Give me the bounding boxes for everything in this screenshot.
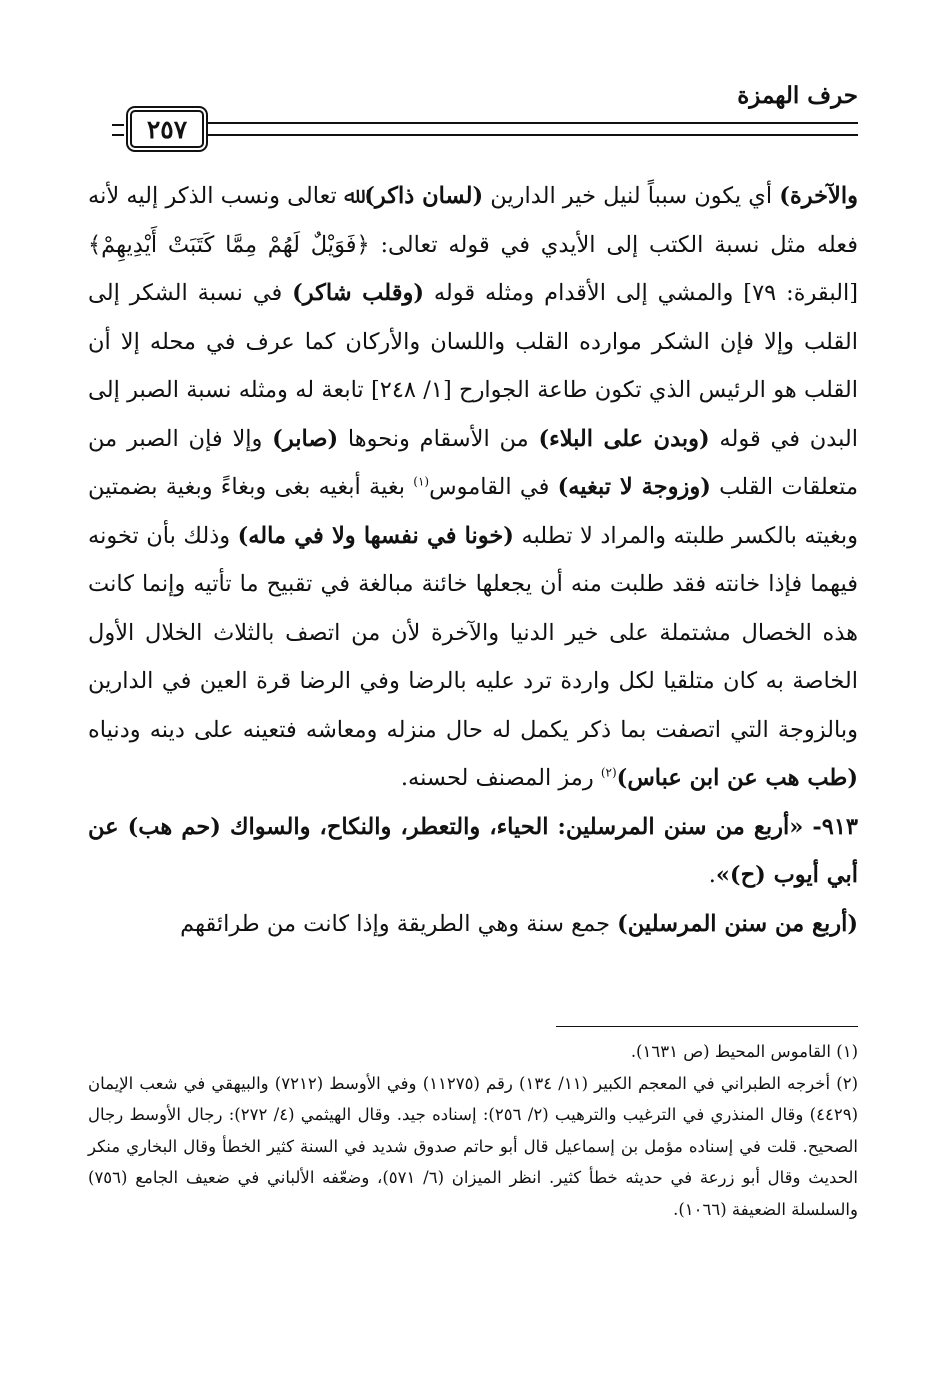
bold-phrase: والآخرة) <box>779 183 859 209</box>
text-run: أي يكون سبباً لنيل خير الدارين <box>483 183 780 209</box>
text-run: في نسبة الشكر إلى القلب وإلا فإن الشكر موارده القلب واللسان والأركان كما عرف في محله إلا أن القلب هو الرئيس الذي تكون طاعة الجوارح [١/ ٢٤٨] تابعة له ومثله نسبة الصبر إلى البدن في قوله <box>88 280 858 452</box>
footnotes <box>88 1036 858 1225</box>
text-run: ﷲ تعالى ونسب الذكر إليه لأنه فعله مثل نسبة الكتب إلى الأيدي في قوله تعالى: ﴿فَوَيْلٌ لَهُمْ مِمَّا كَتَبَتْ أَيْدِيهِمْ﴾ [البقرة: ٧٩] والمشي إلى الأقدام ومثله قوله <box>88 183 858 306</box>
text-run: من الأسقام ونحوها <box>338 425 539 452</box>
page-number: ٢٥٧ <box>130 110 204 148</box>
text-run: جمع سنة وهي الطريقة وإذا كانت من طرائقهم <box>180 910 618 937</box>
commentary-paragraph <box>88 172 858 803</box>
header-rule-end-mark <box>112 124 124 136</box>
footnote-ref: (٢) <box>600 765 617 780</box>
hadith-text: ٩١٣- «أربع من سنن المرسلين: الحياء، والتعطر، والنكاح، والسواك (حم هب) عن أبي أيوب (ح)» <box>88 813 858 888</box>
bold-phrase: (وبدن على البلاء) <box>538 425 710 452</box>
commentary-paragraph <box>88 900 858 949</box>
bold-phrase: (صابر) <box>272 425 339 452</box>
bold-phrase: (وزوجة لا تبغيه) <box>557 474 711 500</box>
text-run: بغية أبغيه بغى وبغاءً وبغية بضمتين وبغيته بالكسر طلبته والمراد لا تطلبه <box>88 474 858 549</box>
bold-phrase: (وقلب شاكر) <box>292 280 424 306</box>
text-run: . <box>708 862 716 888</box>
bold-phrase: (أربع من سنن المرسلين) <box>617 910 858 937</box>
bold-phrase: (خونا في نفسها ولا في ماله) <box>237 522 514 549</box>
text-run: رمز المصنف لحسنه. <box>400 765 601 791</box>
text-run: وذلك بأن تخونه فيهما فإذا خانته فقد طلبت منه أن يجعلها خائنة مبالغة في تقبيح ما تأتيه وإنما كانت هذه الخصال مشتملة على خير الدنيا والآخرة لأن من اتصف بالثلاث الخلال الأول الخاصة به كان متلقيا لكل واردة ترد عليه بالرضا وفي الرضا قرة العين في الدارين وبالزوجة التي اتصفت بما ذكر يكمل له حال منزله ومعاشه فتعينه على دينه ودنياه <box>88 522 858 743</box>
bold-phrase: (طب هب عن ابن عباس) <box>616 765 858 791</box>
page-header-title: حرف الهمزة <box>737 82 858 109</box>
main-text <box>88 172 858 948</box>
hadith-paragraph <box>88 803 858 900</box>
text-run: وإلا فإن الصبر من متعلقات القلب <box>88 425 858 500</box>
header-double-rule <box>207 122 858 136</box>
bold-phrase: (لسان ذاكر) <box>364 183 484 209</box>
text-run: في القاموس <box>429 474 558 500</box>
footnote-ref: (١) <box>413 474 430 489</box>
footnote-separator <box>556 1026 858 1027</box>
footnote-1: (١) القاموس المحيط (ص ١٦٣١). <box>630 1042 858 1061</box>
footnote-2: (٢) أخرجه الطبراني في المعجم الكبير (١١/ ١٣٤) رقم (١١٢٧٥) وفي الأوسط (٧٢١٢) والبيهقي في شعب الإيمان (٤٤٢٩) وقال المنذري في الترغيب والترهيب (٢/ ٢٥٦): إسناده جيد. وقال الهيثمي (٤/ ٢٧٢): رجال الأوسط رجال الصحيح. قلت في إسناده مؤمل بن إسماعيل قال أبو حاتم صدوق شديد في السنة كثير الخطأ وقال البخاري منكر الحديث وقال أبو زرعة في حديثه خطأ كثير. انظر الميزان (٦/ ٥٧١)، وضعّفه الألباني في ضعيف الجامع (٧٥٦) والسلسلة الضعيفة (١٠٦٦). <box>88 1073 859 1219</box>
